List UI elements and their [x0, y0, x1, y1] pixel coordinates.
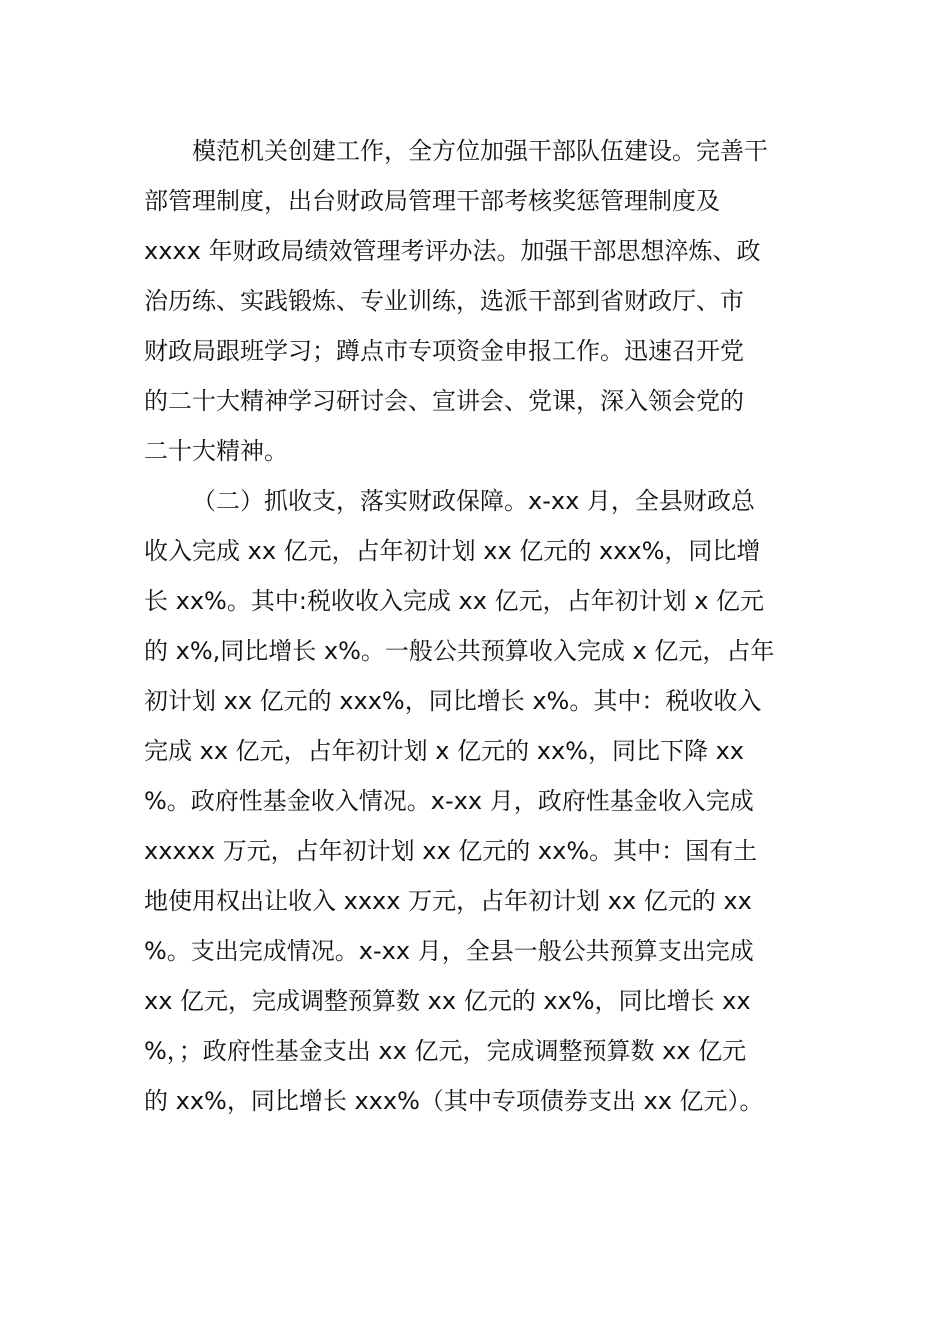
text-line: 地使用权出让收入 xxxx 万元，占年初计划 xx 亿元的 xx — [144, 887, 752, 915]
text-line: xxxxx 万元，占年初计划 xx 亿元的 xx%。其中：国有土 — [144, 837, 758, 865]
text-line: 的二十大精神学习研讨会、宣讲会、党课，深入领会党的 — [144, 387, 744, 415]
text-line: 初计划 xx 亿元的 xxx%，同比增长 x%。其中：税收收入 — [144, 687, 762, 715]
text-line: xxxx 年财政局绩效管理考评办法。加强干部思想淬炼、政 — [144, 237, 761, 265]
text-line: %，；政府性基金支出 xx 亿元，完成调整预算数 xx 亿元 — [144, 1037, 747, 1065]
text-line: xx 亿元，完成调整预算数 xx 亿元的 xx%，同比增长 xx — [144, 987, 751, 1015]
text-line: 收入完成 xx 亿元，占年初计划 xx 亿元的 xxx%，同比增 — [144, 537, 761, 565]
text-line: 部管理制度，出台财政局管理干部考核奖惩管理制度及 — [144, 187, 720, 215]
text-line: %。支出完成情况。x-xx 月，全县一般公共预算支出完成 — [144, 937, 754, 965]
text-line: 的 x%,同比增长 x%。一般公共预算收入完成 x 亿元，占年 — [144, 637, 775, 665]
section-heading-line: （二）抓收支，落实财政保障。x-xx 月，全县财政总 — [192, 487, 755, 515]
text-line: 二十大精神。 — [144, 437, 288, 465]
text-line: 治历练、实践锻炼、专业训练，选派干部到省财政厅、市 — [144, 287, 744, 315]
text-line: %。政府性基金收入情况。x-xx 月，政府性基金收入完成 — [144, 787, 754, 815]
text-line: 模范机关创建工作，全方位加强干部队伍建设。完善干 — [192, 137, 768, 165]
text-line: 长 xx%。其中:税收收入完成 xx 亿元，占年初计划 x 亿元 — [144, 587, 765, 615]
text-line: 财政局跟班学习；蹲点市专项资金申报工作。迅速召开党 — [144, 337, 744, 365]
text-line: 的 xx%，同比增长 xxx%（其中专项债券支出 xx 亿元）。 — [144, 1087, 764, 1115]
text-line: 完成 xx 亿元，占年初计划 x 亿元的 xx%，同比下降 xx — [144, 737, 744, 765]
